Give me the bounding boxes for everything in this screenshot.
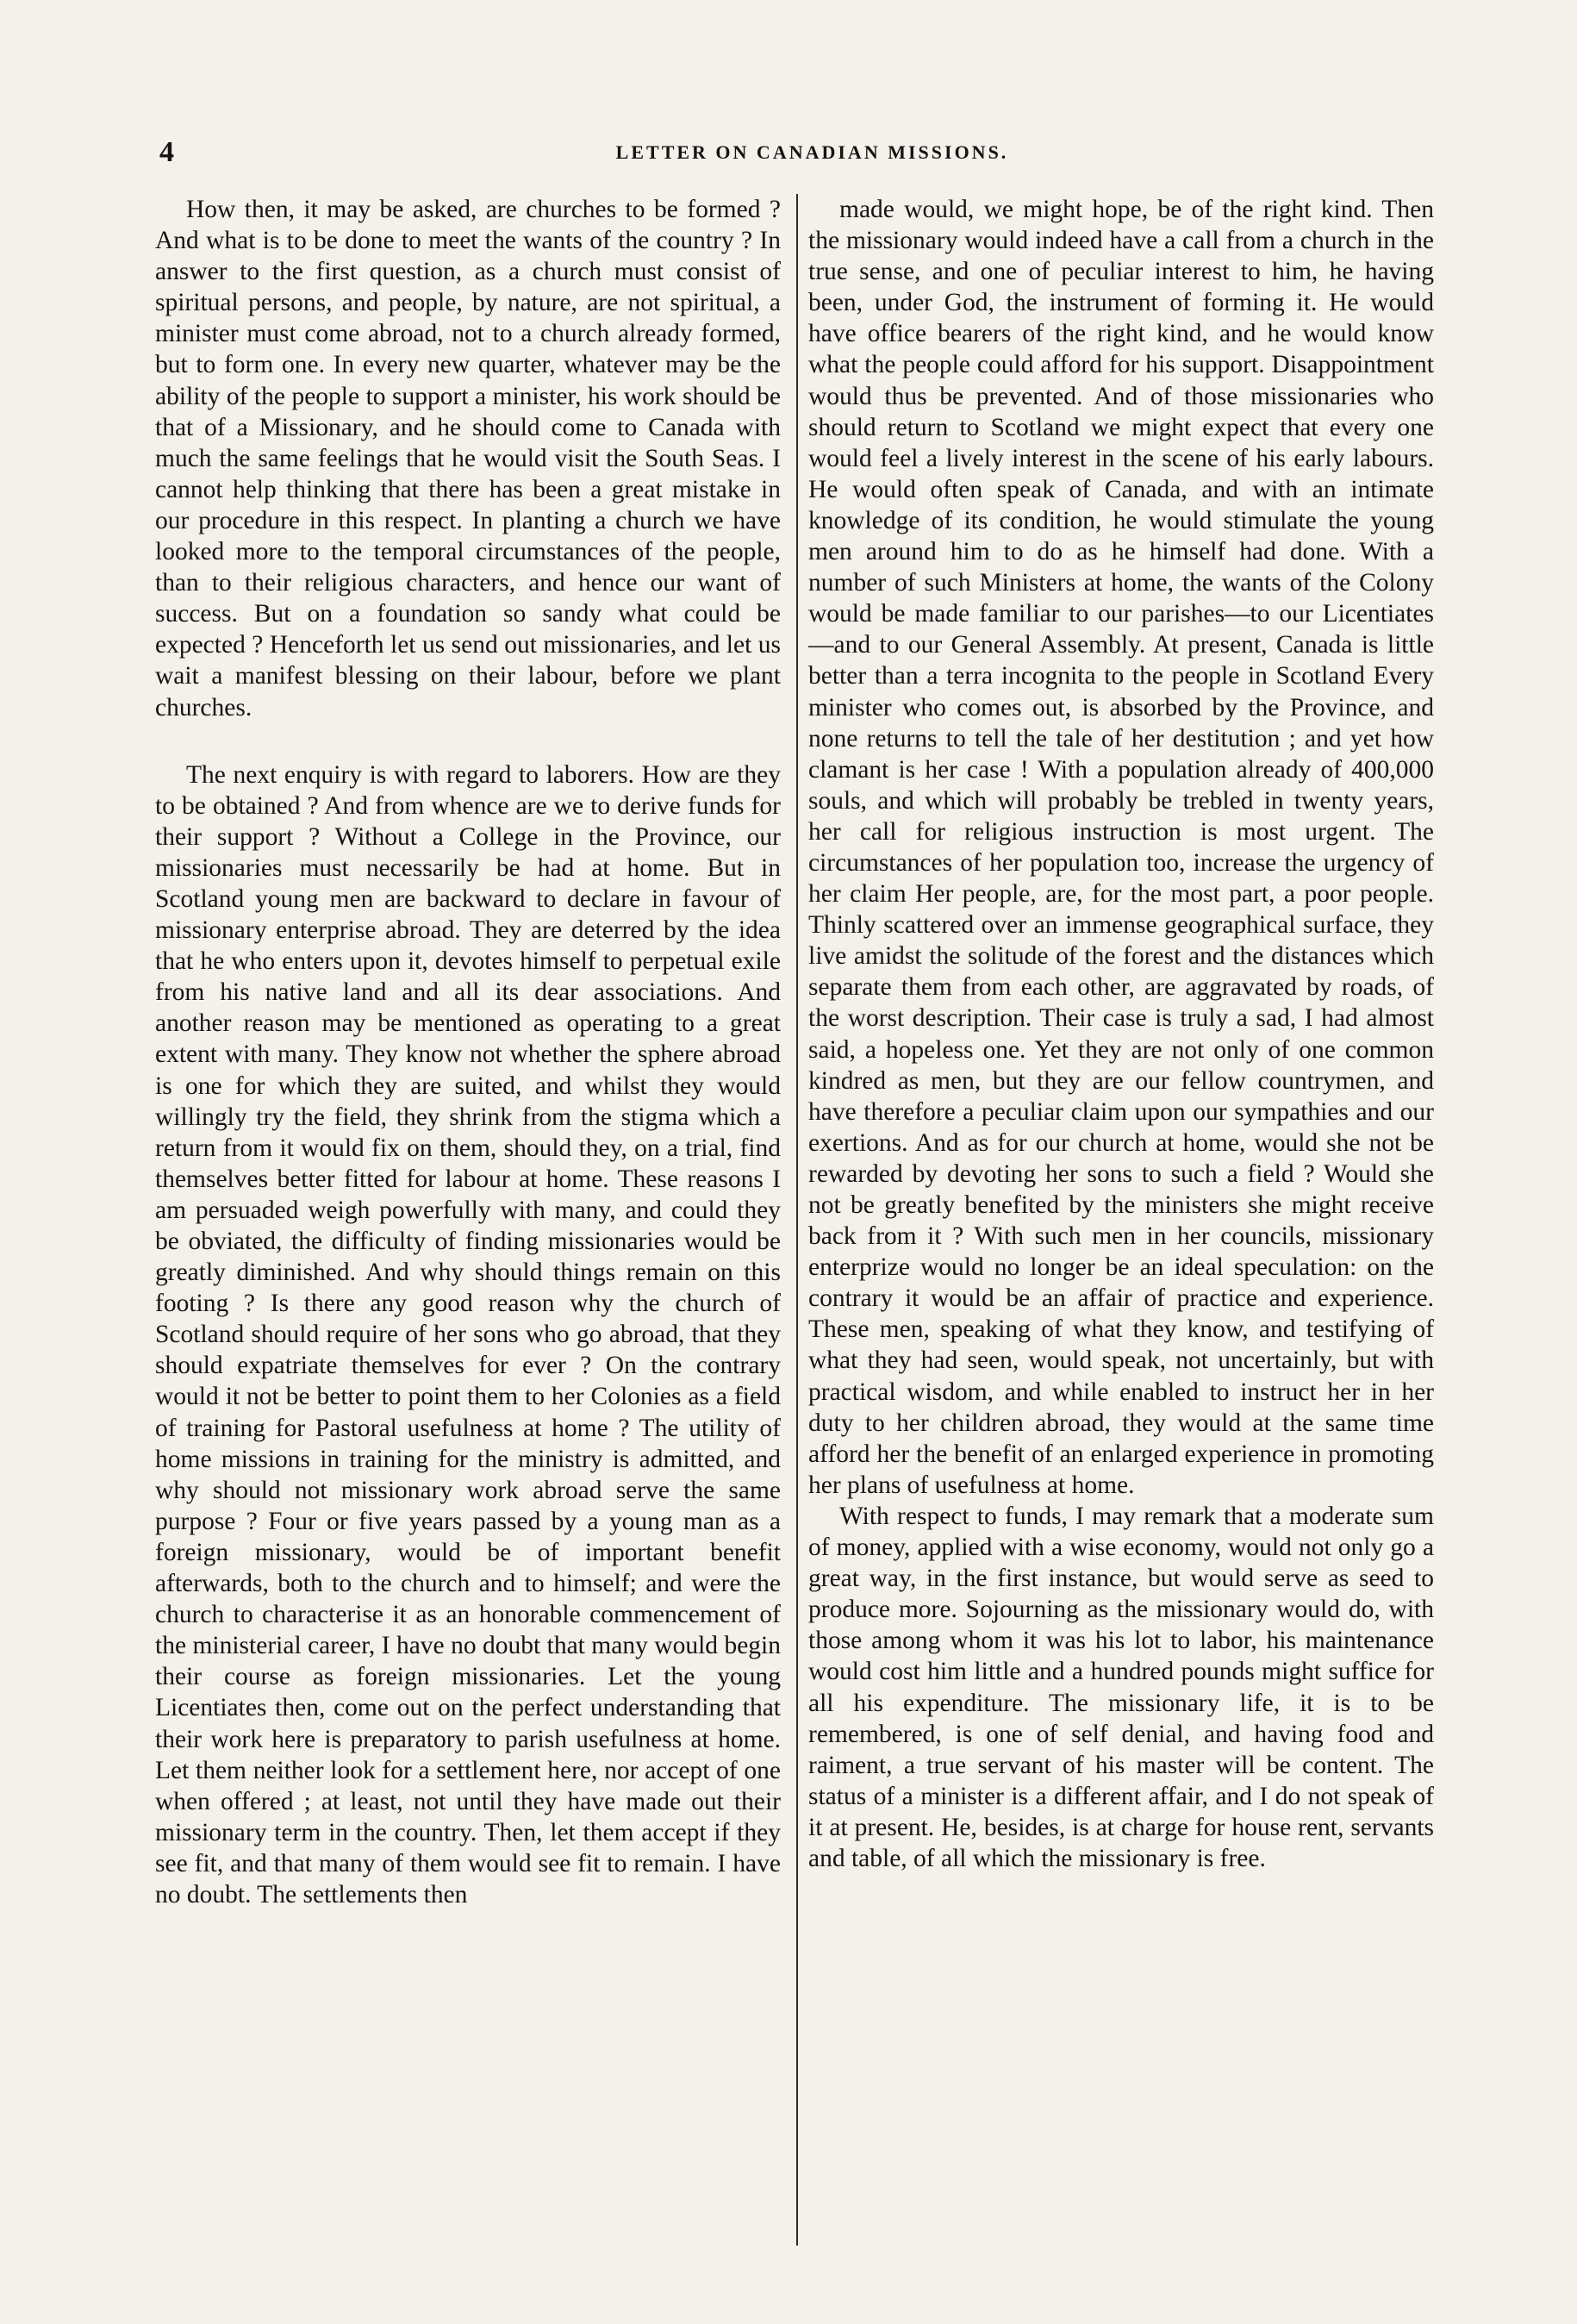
right-column: [808, 194, 1434, 1874]
paragraph-laborers: The next enquiry is with regard to laborers. How are they to be obtained ? And from whence are we to derive funds for their support ? Without a College in the Province, our missionaries must necessarily be had at home. But in Scotland young men are backward to declare in favour of missionary enterprise abroad. They are deterred by the idea that he who enters upon it, devotes himself to perpetual exile from his native land and all its dear associations. And another reason may be mentioned as operating to a great extent with many. They know not whether the sphere abroad is one for which they are suited, and whilst they would willingly try the field, they shrink from the stigma which a return from it would fix on them, should they, on a trial, find themselves better fitted for labour at home. These reasons I am persuaded weigh powerfully with many, and could they be obviated, the difficulty of finding missionaries would be greatly diminished. And why should things remain on this footing ? Is there any good reason why the church of Scotland should require of her sons who go abroad, that they should expatriate themselves for ever ? On the contrary would it not be better to point them to her Colonies as a field of training for Pastoral usefulness at home ? The utility of home missions in training for the ministry is admitted, and why should not missionary work abroad serve the same purpose ? Four or five years passed by a young man as a foreign missionary, would be of important benefit afterwards, both to the church and to himself; and were the church to characterise it as an honorable commencement of the ministerial career, I have no doubt that many would begin their course as foreign missionaries. Let the young Licentiates then, come out on the perfect understanding that their work here is preparatory to parish usefulness at home. Let them neither look for a settlement here, nor accept of one when offered ; at least, not until they have made out their missionary term in the country. Then, let them accept if they see fit, and that many of them would see fit to remain. I have no doubt. The settlements then: [155, 760, 781, 1909]
running-title: LETTER ON CANADIAN MISSIONS.: [615, 141, 1009, 163]
page-number: 4: [159, 136, 174, 168]
paragraph-missionary-call: made would, we might hope, be of the right kind. Then the missionary would indeed have a call from a church in the true sense, and one of peculiar interest to him, he having been, under God, the instrument of forming it. He would have office bearers of the right kind, and he would know what the people could afford for his support. Disappointment would thus be prevented. And of those missionaries who should return to Scotland we might expect that every one would feel a lively interest in the scene of his early labours. He would often speak of Canada, and with an intimate knowledge of its condition, he would stimulate the young men around him to do as he himself had done. With a number of such Ministers at home, the wants of the Colony would be made familiar to our parishes—to our Licentiates—and to our General Assembly. At present, Canada is little better than a terra incognita to the people in Scotland Every minister who comes out, is absorbed by the Province, and none returns to tell the tale of her destitution ; and yet how clamant is her case ! With a population already of 400,000 souls, and which will probably be trebled in twenty years, her call for religious instruction is most urgent. The circumstances of her population too, increase the urgency of her claim Her people, are, for the most part, a poor people. Thinly scattered over an immense geographical surface, they live amidst the solitude of the forest and the distances which separate them from each other, are aggravated by roads, of the worst description. Their case is truly a sad, I had almost said, a hopeless one. Yet they are not only of one common kindred as men, but they are our fellow countrymen, and have therefore a peculiar claim upon our sympathies and our exertions. And as for our church at home, would she not be rewarded by devoting her sons to such a field ? Would she not be greatly benefited by the ministers she might receive back from it ? With such men in her councils, missionary enterprize would no longer be an ideal speculation: on the contrary it would be an affair of practice and experience. These men, speaking of what they know, and testifying of what they had seen, would speak, not uncertainly, but with practical wisdom, and while enabled to instruct her in her duty to her children abroad, they would at the same time afford her the benefit of an enlarged experience in promoting her plans of usefulness at home.: [808, 196, 1434, 1499]
left-column: [155, 194, 781, 1910]
paragraph-churches: How then, it may be asked, are churches to be formed ? And what is to be done to meet the wants of the country ? In answer to the first question, as a church must consist of spiritual persons, and people, by nature, are not spiritual, a minister must come abroad, not to a church already formed, but to form one. In every new quarter, whatever may be the ability of the people to support a minister, his work should be that of a Missionary, and he should come to Canada with much the same feelings that he would visit the South Seas. I cannot help thinking that there has been a great mistake in our procedure in this respect. In planting a church we have looked more to the temporal circumstances of the people, than to their religious characters, and hence our want of success. But on a foundation so sandy what could be expected ? Henceforth let us send out missionaries, and let us wait a manifest blessing on their labour, before we plant churches.: [155, 196, 781, 722]
page-header: [159, 136, 1465, 171]
paragraph-funds: With respect to funds, I may remark that a moderate sum of money, applied with a wise economy, would not only go a great way, in the first instance, but would serve as seed to produce more. Sojourning as the missionary would do, with those among whom it was his lot to labor, his maintenance would cost him little and a hundred pounds might suffice for all his expenditure. The missionary life, it is to be remembered, is one of self denial, and having food and raiment, a true servant of his master will be content. The status of a minister is a different affair, and I do not speak of it at present. He, besides, is at charge for house rent, servants and table, of all which the missionary is free.: [808, 1502, 1434, 1872]
column-divider: [796, 194, 798, 2246]
